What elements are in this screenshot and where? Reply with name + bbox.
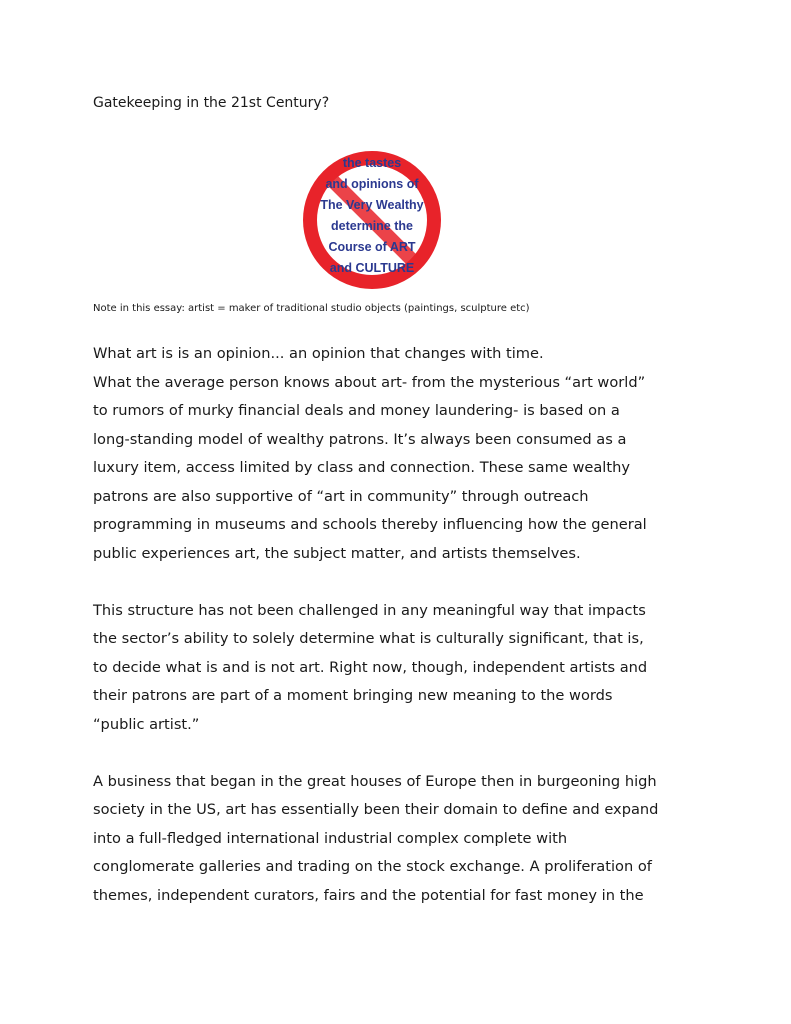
paragraph-line: public experiences art, the subject matter, and artists themselves. bbox=[93, 544, 581, 562]
paragraph-line: long-standing model of wealthy patrons. It’s always been consumed as a bbox=[93, 430, 627, 448]
paragraph-1 bbox=[93, 340, 713, 568]
paragraph-line: to decide what is and is not art. Right now, though, independent artists and bbox=[93, 658, 648, 676]
no-sign-illustration bbox=[301, 149, 443, 291]
sign-line-5: Course of ART bbox=[328, 240, 416, 254]
paragraph-line: to rumors of murky financial deals and money laundering- is based on a bbox=[93, 402, 620, 419]
paragraph-line: luxury item, access limited by class and connection. These same wealthy bbox=[93, 459, 630, 476]
paragraph-line: This structure has not been challenged in any meaningful way that impacts bbox=[93, 601, 646, 619]
essay-note: Note in this essay: artist = maker of traditional studio objects (paintings, sculpture etc) bbox=[93, 303, 530, 314]
paragraph-line: A business that began in the great houses of Europe then in burgeoning high bbox=[93, 772, 657, 790]
sign-line-6: and CULTURE bbox=[329, 261, 415, 275]
paragraph-line: the sector’s ability to solely determine what is culturally significant, that is, bbox=[93, 630, 644, 647]
paragraph-line: What art is is an opinion... an opinion that changes with time. bbox=[93, 345, 544, 362]
document-title: Gatekeeping in the 21st Century? bbox=[93, 95, 330, 111]
paragraph-line: conglomerate galleries and trading on the stock exchange. A proliferation of bbox=[93, 858, 652, 875]
paragraph-line: “public artist.” bbox=[93, 715, 200, 733]
sign-line-2: and opinions of bbox=[325, 177, 419, 191]
paragraph-line: society in the US, art has essentially been their domain to define and expand bbox=[93, 801, 659, 818]
paragraph-line: programming in museums and schools thereby influencing how the general bbox=[93, 516, 647, 533]
paragraph-line: What the average person knows about art- from the mysterious “art world” bbox=[93, 373, 646, 391]
paragraph-line: into a full-fledged international industrial complex complete with bbox=[93, 829, 568, 847]
sign-line-3: The Very Wealthy bbox=[320, 198, 424, 212]
paragraph-line: their patrons are part of a moment bringing new meaning to the words bbox=[93, 687, 613, 704]
paragraph-line: themes, independent curators, fairs and the potential for fast money in the bbox=[93, 886, 644, 904]
sign-line-4: determine the bbox=[331, 219, 413, 233]
paragraph-3 bbox=[93, 768, 713, 911]
sign-line-1: the tastes bbox=[342, 156, 402, 170]
paragraph-2 bbox=[93, 597, 713, 740]
essay-body bbox=[93, 340, 713, 939]
paragraph-line: patrons are also supportive of “art in community” through outreach bbox=[93, 487, 589, 505]
